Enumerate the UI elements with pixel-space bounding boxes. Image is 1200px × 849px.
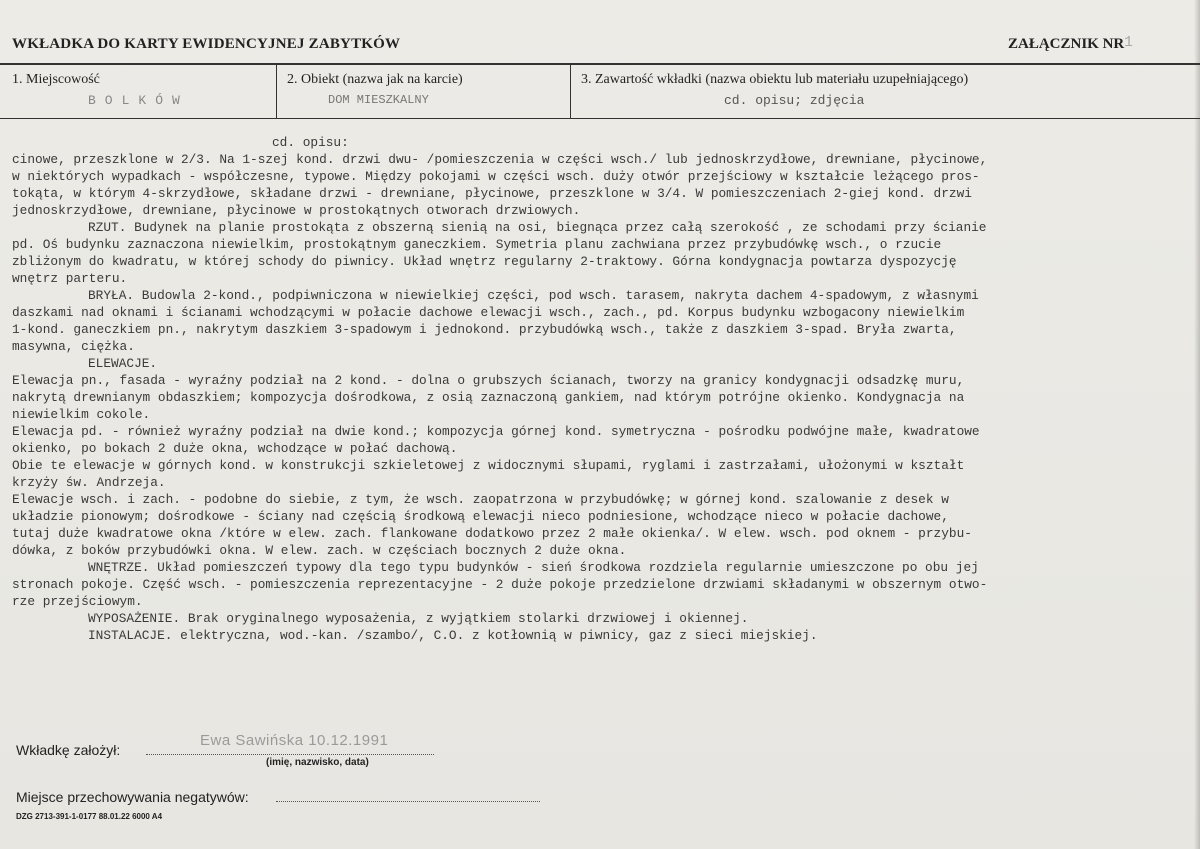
description-line: cd. opisu: xyxy=(272,135,349,150)
description-line: ELEWACJE. xyxy=(88,356,158,371)
signature-label: Wkładkę założył: xyxy=(16,742,121,758)
description-line: dówka, z boków przybudówki okna. W elew. zach. w częściach bocznych 2 duże okna. xyxy=(12,543,627,558)
column-divider-2 xyxy=(570,64,571,118)
description-line: jednoskrzydłowe, drewniane, płycinowe w prostokątnych otworach drzwiowych. xyxy=(12,203,581,218)
description-line: zbliżonym do kwadratu, w której schody do piwnicy. Układ wnętrz regularny 2-traktowy. Górna kondygnacja powtarza dyspozycję xyxy=(12,254,957,269)
negatives-location-label: Miejsce przechowywania negatywów: xyxy=(16,789,249,805)
description-line: pd. Oś budynku zaznaczona niewielkim, prostokątnym ganeczkiem. Symetria planu zachwiana przez przybudówkę wsch., o rzucie xyxy=(12,237,942,252)
description-line: układzie pionowym; dośrodkowe - ściany nad częścią środkową elewacji nieco podniesione, wchodzące nieco w połacie dachowe, xyxy=(12,509,949,524)
description-line: Elewacja pd. - również wyraźny podział na dwie kond.; kompozycja górnej kond. symetryczna - pośrodku podwójne małe, kwadratowe xyxy=(12,424,980,439)
page-edge xyxy=(1194,0,1200,849)
description-line: masywna, ciężka. xyxy=(12,339,135,354)
description-line: INSTALACJE. elektryczna, wod.-kan. /szambo/, C.O. z kotłownią w piwnicy, gaz z sieci miejskiej. xyxy=(88,628,818,643)
form-title: WKŁADKA DO KARTY EWIDENCYJNEJ ZABYTKÓW xyxy=(12,36,401,52)
signature-note: (imię, nazwisko, data) xyxy=(266,757,369,768)
description-line: WNĘTRZE. Układ pomieszczeń typowy dla tego typu budynków - sień środkowa rozdziela regularnie umieszczone po obu jej xyxy=(88,560,979,575)
column-divider-1 xyxy=(276,64,277,118)
header-rule-top xyxy=(0,63,1200,65)
description-line: tokąta, w którym 4-skrzydłowe, składane drzwi - drewniane, płycinowe, przeszklone w 3/4. W pomieszczeniach 2-giej kond. drzwi xyxy=(12,186,972,201)
description-line: okienko, po bokach 2 duże okna, wchodzące w połać dachową. xyxy=(12,441,458,456)
description-line: Elewacja pn., fasada - wyraźny podział na 2 kond. - dolna o grubszych ścianach, tworzy na granicy kondygnacji odsadzkę muru, xyxy=(12,373,965,388)
field-object-value: DOM MIESZKALNY xyxy=(328,93,429,107)
description-line: BRYŁA. Budowla 2-kond., podpiwniczona w niewielkiej części, pod wsch. tarasem, nakryta dachem 4-spadowym, z własnymi xyxy=(88,288,979,303)
description-line: cinowe, przeszklone w 2/3. Na 1-szej kond. drzwi dwu- /pomieszczenia w części wsch./ lub jednoskrzydłowe, drewniane, płycinowe, xyxy=(12,152,988,167)
description-line: RZUT. Budynek na planie prostokąta z obszerną sienią na osi, biegnąca przez całą szerokość , ze schodami przy ścianie xyxy=(88,220,987,235)
description-line: tutaj duże kwadratowe okna /które w elew. zach. flankowane dodatkowo przez 2 małe okienka/. W elew. wsch. pod oknem - przybu- xyxy=(12,526,972,541)
description-line: nakrytą drewnianym obdaszkiem; kompozycja dośrodkowa, z osią zaznaczoną gankiem, nad którym potrójne okienko. Kondygnacja na xyxy=(12,390,965,405)
signature-dotted-line xyxy=(146,754,434,755)
signature-value: Ewa Sawińska 10.12.1991 xyxy=(200,732,389,749)
description-line: w niektórych wypadkach - współczesne, typowe. Między pokojami w części wsch. duży otwór przejściowy w kształcie leżącego pros- xyxy=(12,169,980,184)
description-line: wnętrz parteru. xyxy=(12,271,128,286)
print-code: DZG 2713-391-1-0177 88.01.22 6000 A4 xyxy=(16,812,163,821)
negatives-dotted-line xyxy=(276,801,540,802)
description-line: Obie te elewacje w górnych kond. w konstrukcji szkieletowej z widocznymi słupami, ryglami i zastrzałami, ułożonymi w kształt xyxy=(12,458,965,473)
description-line: niewielkim cokole. xyxy=(12,407,151,422)
description-line: Elewacje wsch. i zach. - podobne do siebie, z tym, że wsch. zaopatrzona w przybudówkę; w górnej kond. szalowanie z desek w xyxy=(12,492,949,507)
description-line: WYPOSAŻENIE. Brak oryginalnego wyposażenia, z wyjątkiem stolarki drzwiowej i okiennej. xyxy=(88,611,749,626)
description-line: krzyży św. Andrzeja. xyxy=(12,475,166,490)
annex-label: ZAŁĄCZNIK NR xyxy=(1008,36,1125,52)
field-object-label: 2. Obiekt (nazwa jak na karcie) xyxy=(287,72,463,87)
annex-number: 1 xyxy=(1124,34,1134,51)
description-line: daszkami nad oknami i ścianami wchodzącymi w połacie dachowe elewacji wsch., zach., pd. Korpus budynku wzbogacony niewielkim xyxy=(12,305,965,320)
description-line: 1-kond. ganeczkiem pn., nakrytym daszkiem 3-spadowym i jednokond. przybudówką wsch., także z daszkiem 3-spad. Bryła zwarta, xyxy=(12,322,957,337)
header-rule-bottom xyxy=(0,118,1200,119)
description-line: stronach pokoje. Część wsch. - pomieszczenia reprezentacyjne - 2 duże pokoje przedzielone drzwiami składanymi w obszernym otwo- xyxy=(12,577,988,592)
description-line: rze przejściowym. xyxy=(12,594,143,609)
field-locality-label: 1. Miejscowość xyxy=(12,72,100,87)
field-locality-value: BOLKÓW xyxy=(88,93,189,108)
field-content-label: 3. Zawartość wkładki (nazwa obiektu lub materiału uzupełniającego) xyxy=(581,72,969,87)
field-content-value: cd. opisu; zdjęcia xyxy=(724,93,865,108)
